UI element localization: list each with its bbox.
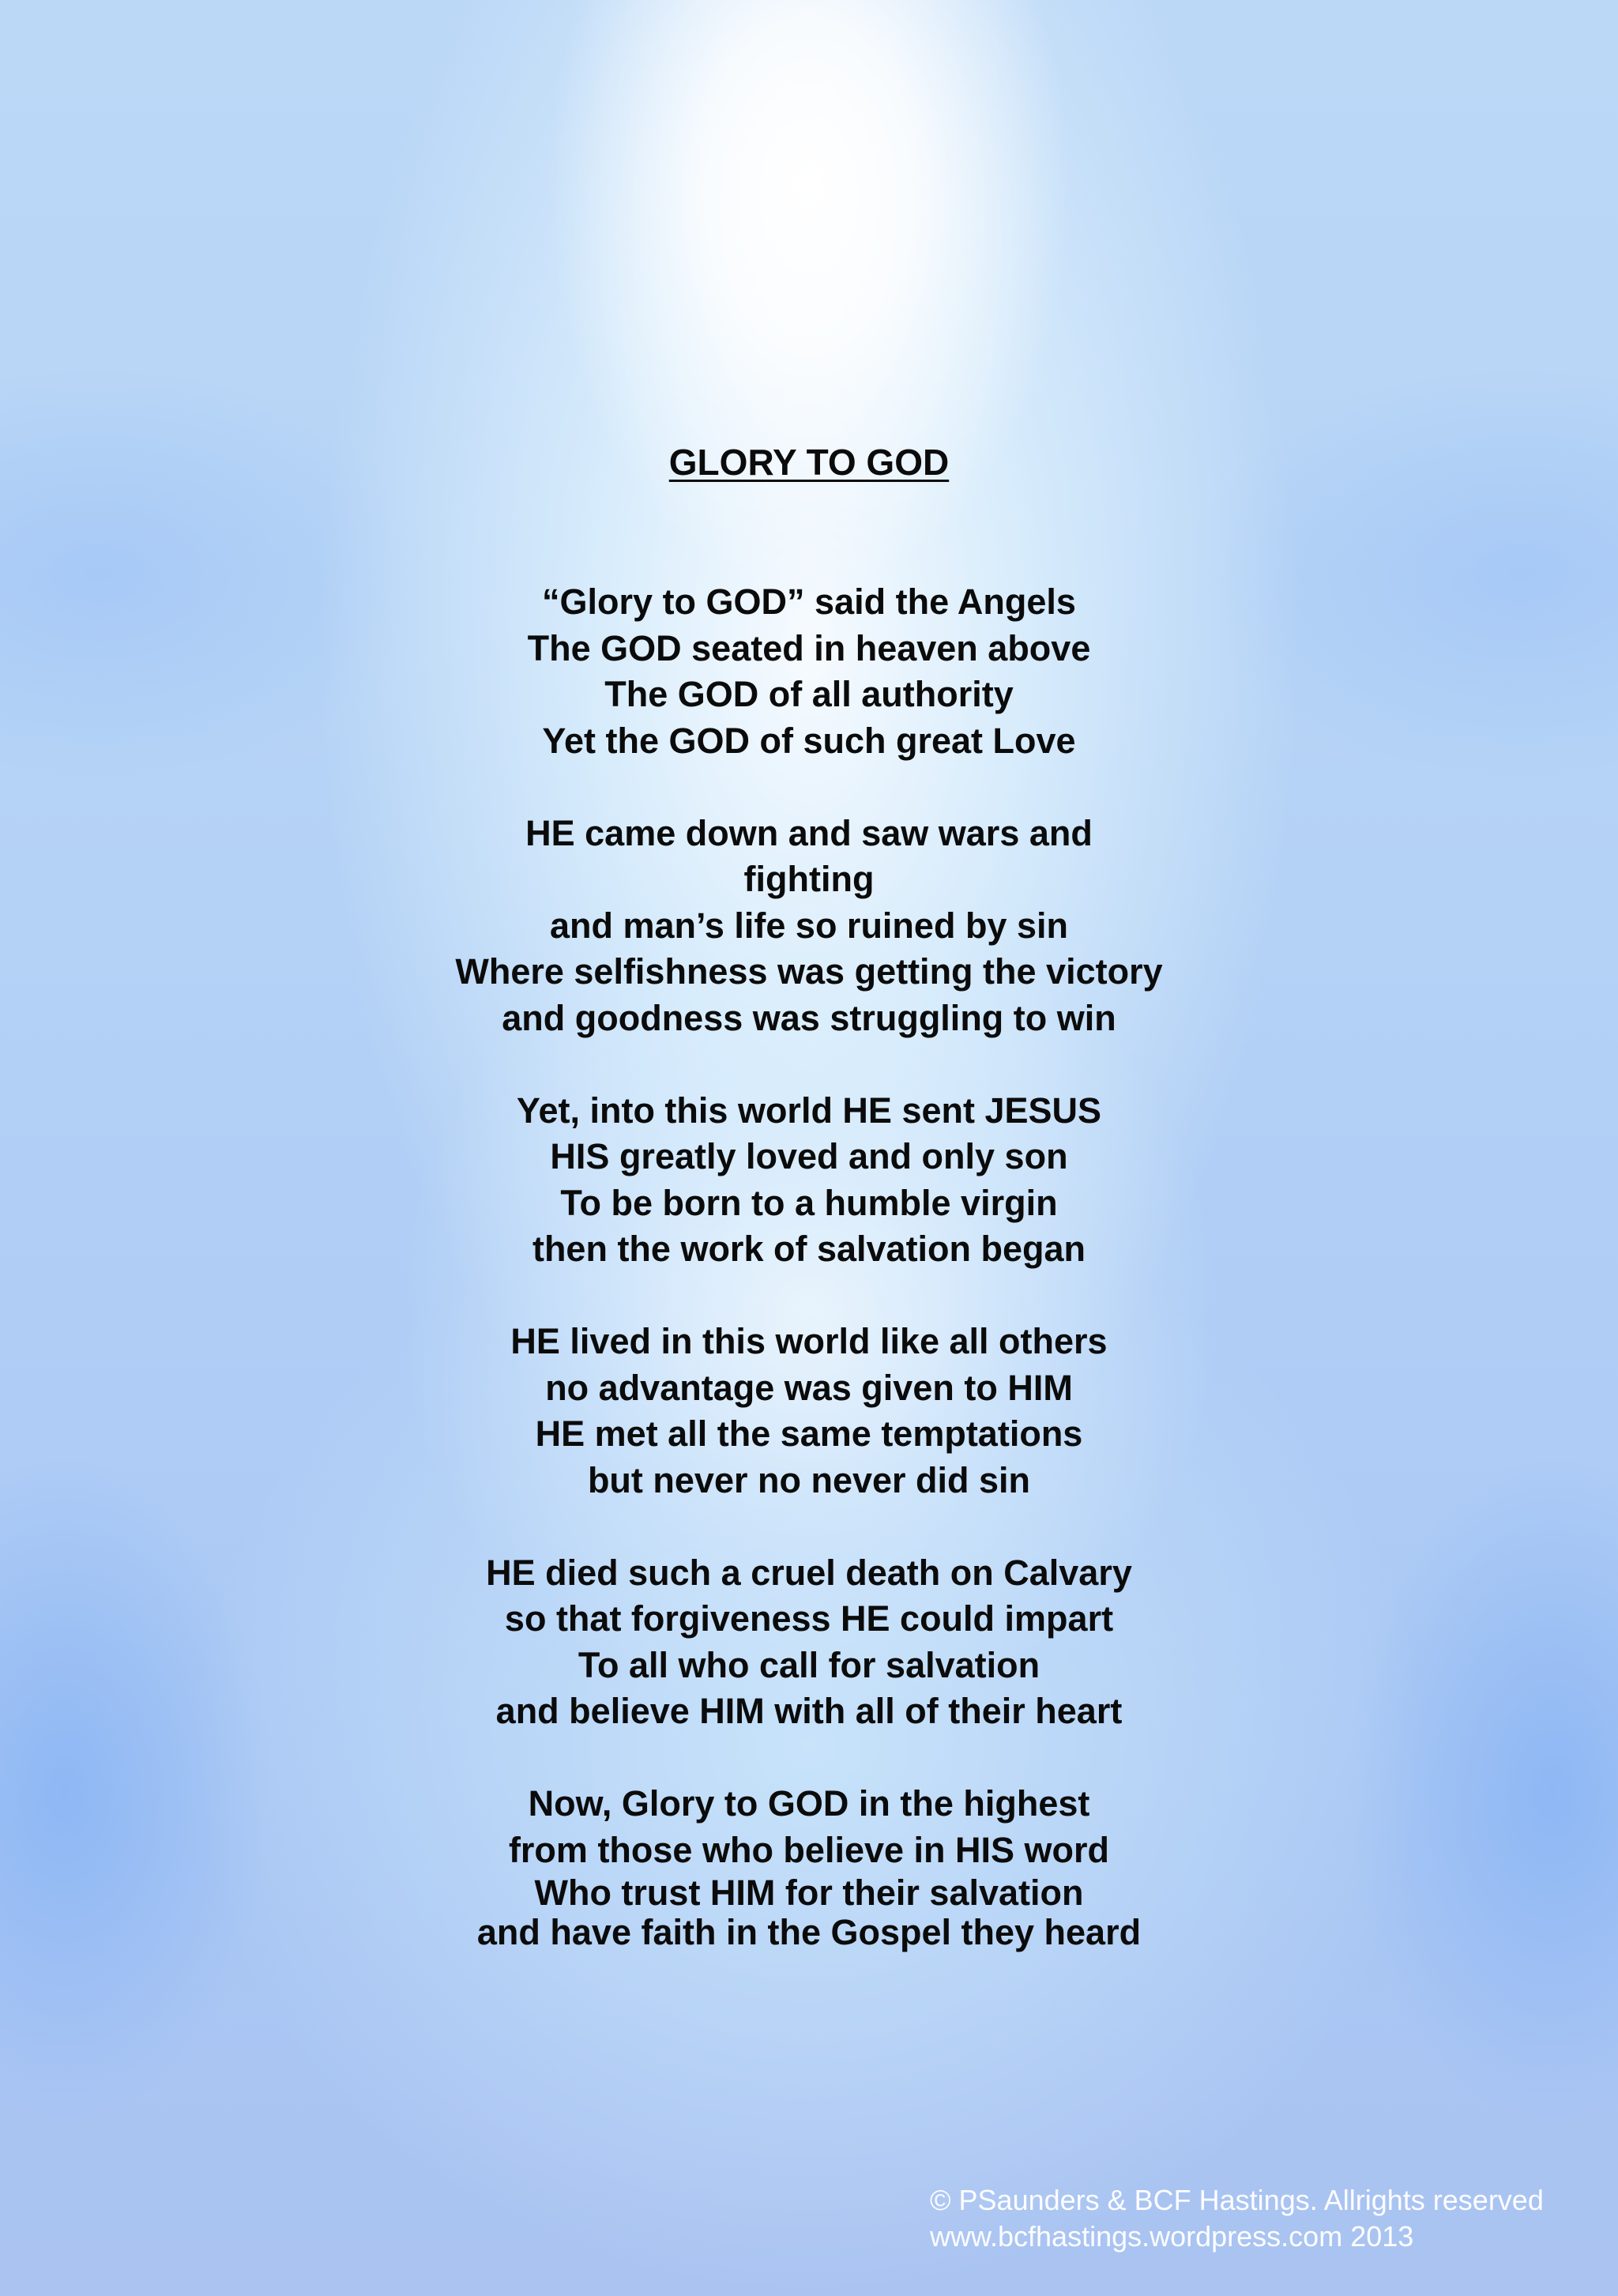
stanza-3 [0, 1088, 1618, 1273]
poem-line: Yet the GOD of such great Love [542, 720, 1076, 761]
poem-line: and have faith in the Gospel they heard [476, 1912, 1142, 1952]
poem-line: To be born to a humble virgin [560, 1182, 1058, 1223]
poem-line: and believe HIM with all of their heart [495, 1691, 1123, 1731]
poem-line: and man’s life so ruined by sin [550, 905, 1068, 946]
stanza-5 [0, 1550, 1618, 1735]
copyright-footer [930, 2182, 1544, 2255]
poem-line: so that forgiveness HE could impart [504, 1598, 1114, 1639]
poem-line: HIS greatly loved and only son [550, 1136, 1068, 1176]
poem-line: The GOD seated in heaven above [527, 627, 1091, 668]
poem-line: The GOD of all authority [604, 674, 1014, 714]
poem-line: To all who call for salvation [578, 1644, 1040, 1685]
poem-line: Yet, into this world HE sent JESUS [516, 1090, 1102, 1131]
poem-line: then the work of salvation began [532, 1229, 1086, 1269]
poem-line: HE met all the same temptations [535, 1413, 1083, 1454]
poem-line: HE died such a cruel death on Calvary [486, 1552, 1132, 1593]
poem-line: and goodness was struggling to win [502, 997, 1116, 1038]
poem-body [0, 579, 1618, 1999]
poem-line: “Glory to GOD” said the Angels [542, 582, 1076, 622]
website-text: www.bcfhastings.wordpress.com 2013 [930, 2220, 1414, 2253]
poem-title-text: GLORY TO GOD [668, 442, 950, 483]
poem-title [0, 438, 1618, 486]
poem-line: Now, Glory to GOD in the highest [528, 1783, 1090, 1824]
poem-line: HE lived in this world like all others [510, 1321, 1108, 1361]
poem-line: HE came down and saw wars and [525, 812, 1093, 853]
stanza-6 [0, 1781, 1618, 1952]
poem-line: Who trust HIM for their salvation [534, 1873, 1084, 1913]
poem-line: but never no never did sin [587, 1459, 1031, 1500]
poem-line: no advantage was given to HIM [545, 1367, 1073, 1408]
stanza-1 [0, 579, 1618, 764]
stanza-2 [0, 811, 1618, 1042]
stanza-4 [0, 1319, 1618, 1504]
copyright-text: © PSaunders & BCF Hastings. Allrights reserved [930, 2184, 1544, 2216]
poem-line: from those who believe in HIS word [508, 1829, 1110, 1870]
poem-line: Where selfishness was getting the victory [455, 951, 1163, 992]
poem-line: fighting [743, 859, 875, 899]
